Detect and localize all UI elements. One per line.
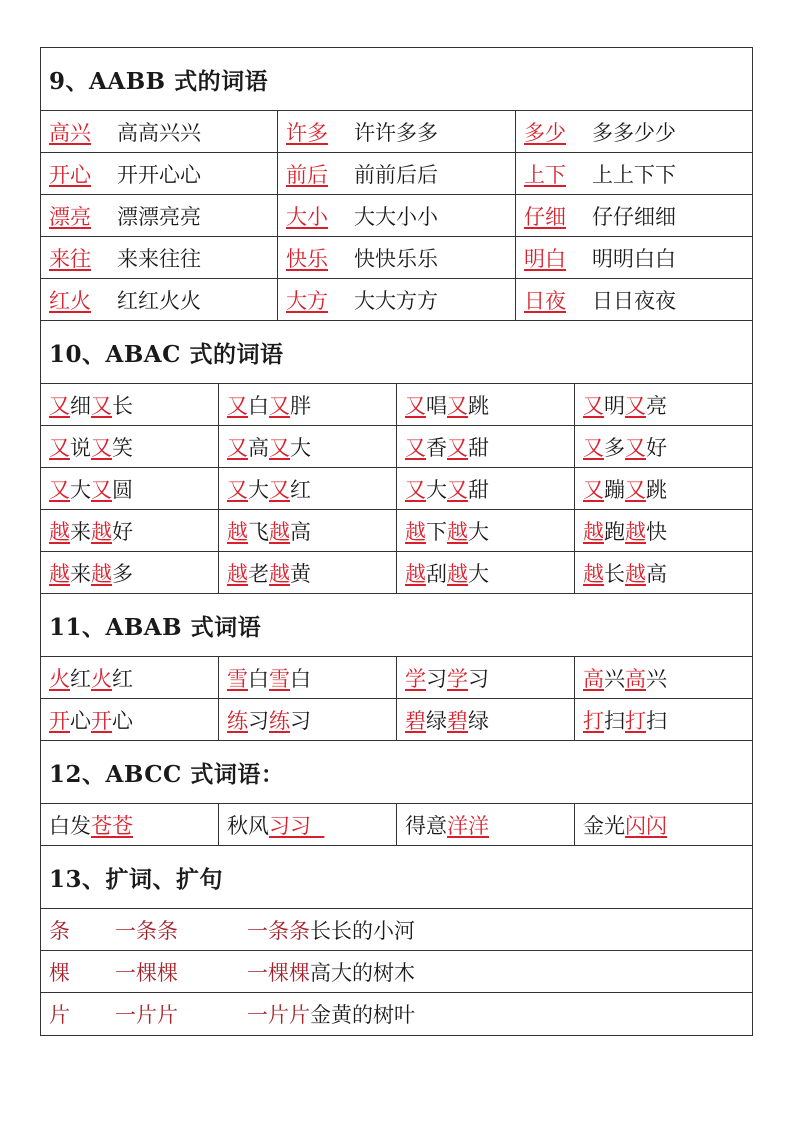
repeated-char: 又 (269, 435, 290, 460)
word-cell (219, 804, 397, 846)
variable-char: 快 (646, 519, 667, 544)
repeated-char: 越 (583, 561, 604, 586)
variable-char: 白 (290, 666, 311, 691)
repeated-char: 越 (49, 561, 70, 586)
variable-char: 习 (468, 666, 489, 691)
word-cell (219, 699, 397, 741)
variable-char: 唱 (426, 393, 447, 418)
word-cell (219, 468, 397, 510)
section-13-table (41, 909, 752, 1035)
base-word: 多少 (524, 120, 566, 145)
variable-char: 红 (290, 477, 311, 502)
word-cell (41, 804, 219, 846)
repeated-char: 越 (269, 561, 290, 586)
word-cell (219, 384, 397, 426)
section-11-table (41, 657, 752, 741)
repeated-char: 又 (447, 393, 468, 418)
repeated-char: 又 (625, 435, 646, 460)
word-cell (575, 552, 752, 594)
word-cell (41, 426, 219, 468)
word-cell (219, 510, 397, 552)
section-9-title: 9、AABB 式的词语 (41, 48, 752, 111)
repeated-char: 越 (405, 561, 426, 586)
section-12-title: 12、ABCC 式词语： (41, 741, 752, 804)
measure-char: 棵 (49, 960, 70, 985)
repeated-char: 高 (625, 666, 646, 691)
word-cell (575, 699, 752, 741)
word-cell (41, 510, 219, 552)
word-cell (397, 804, 575, 846)
base-word: 大小 (286, 204, 328, 229)
expanded-word: 一条条 (115, 918, 178, 943)
word-cell (397, 657, 575, 699)
variable-char: 笑 (112, 435, 133, 460)
ab-part: 白发 (49, 813, 91, 838)
variable-char: 白 (248, 666, 269, 691)
variable-char: 习 (290, 708, 311, 733)
variable-char: 圆 (112, 477, 133, 502)
variable-char: 扫 (646, 708, 667, 733)
variable-char: 绿 (426, 708, 447, 733)
repeated-char: 越 (227, 519, 248, 544)
repeated-char: 开 (49, 708, 70, 733)
variable-char: 绿 (468, 708, 489, 733)
base-word: 来往 (49, 246, 91, 271)
variable-char: 兴 (604, 666, 625, 691)
repeated-char: 越 (49, 519, 70, 544)
base-word: 红火 (49, 288, 91, 313)
repeated-char: 又 (91, 435, 112, 460)
base-word: 开心 (49, 162, 91, 187)
repeated-char: 又 (625, 393, 646, 418)
repeated-char: 又 (49, 393, 70, 418)
variable-char: 细 (70, 393, 91, 418)
word-cell (41, 657, 219, 699)
word-cell (397, 468, 575, 510)
repeated-char: 雪 (269, 666, 290, 691)
repeated-char: 练 (269, 708, 290, 733)
word-cell (278, 153, 516, 195)
word-cell (41, 279, 278, 321)
variable-char: 跑 (604, 519, 625, 544)
vocabulary-worksheet (40, 47, 753, 1036)
repeated-char: 学 (447, 666, 468, 691)
variable-char: 高 (290, 519, 311, 544)
cc-part: 洋洋 (447, 813, 489, 838)
variable-char: 心 (70, 708, 91, 733)
variable-char: 心 (112, 708, 133, 733)
repeated-char: 越 (227, 561, 248, 586)
base-word: 大方 (286, 288, 328, 313)
section-9-table (41, 111, 752, 321)
word-cell (219, 552, 397, 594)
variable-char: 好 (112, 519, 133, 544)
word-cell (575, 804, 752, 846)
word-cell (575, 510, 752, 552)
cc-part: 习习 (269, 813, 325, 838)
variable-char: 长 (112, 393, 133, 418)
cc-part: 闪闪 (625, 813, 667, 838)
phrase-rest: 长长的小河 (310, 918, 415, 943)
variable-char: 白 (248, 393, 269, 418)
phrase-prefix: 一片片 (247, 1003, 310, 1027)
expanded-word: 一片片 (115, 1003, 178, 1027)
variable-char: 来 (70, 519, 91, 544)
aabb-word: 漂漂亮亮 (117, 204, 201, 229)
base-word: 上下 (524, 162, 566, 187)
phrase-rest: 金黄的树叶 (310, 1003, 415, 1027)
base-word: 高兴 (49, 120, 91, 145)
repeated-char: 雪 (227, 666, 248, 691)
variable-char: 好 (646, 435, 667, 460)
word-cell (516, 111, 752, 153)
variable-char: 来 (70, 561, 91, 586)
section-13-title: 13、扩词、扩句 (41, 846, 752, 909)
word-cell (41, 195, 278, 237)
measure-char: 片 (49, 1003, 70, 1027)
variable-char: 胖 (290, 393, 311, 418)
word-cell (516, 237, 752, 279)
repeated-char: 越 (91, 519, 112, 544)
word-cell (278, 195, 516, 237)
repeated-char: 又 (49, 477, 70, 502)
repeated-char: 又 (49, 435, 70, 460)
variable-char: 明 (604, 393, 625, 418)
phrase-prefix: 一棵棵 (247, 960, 310, 985)
repeated-char: 学 (405, 666, 426, 691)
word-cell (397, 699, 575, 741)
word-cell (397, 426, 575, 468)
base-word: 漂亮 (49, 204, 91, 229)
repeated-char: 越 (447, 519, 468, 544)
base-word: 明白 (524, 246, 566, 271)
aabb-word: 高高兴兴 (117, 120, 201, 145)
variable-char: 跳 (646, 477, 667, 502)
expansion-row (41, 909, 752, 951)
variable-char: 扫 (604, 708, 625, 733)
word-cell (41, 699, 219, 741)
ab-part: 得意 (405, 813, 447, 838)
repeated-char: 又 (583, 435, 604, 460)
variable-char: 高 (248, 435, 269, 460)
expanded-word: 一棵棵 (115, 960, 178, 985)
repeated-char: 又 (405, 435, 426, 460)
word-cell (397, 552, 575, 594)
variable-char: 多 (604, 435, 625, 460)
word-cell (41, 468, 219, 510)
variable-char: 飞 (248, 519, 269, 544)
base-word: 仔细 (524, 204, 566, 229)
base-word: 日夜 (524, 288, 566, 313)
repeated-char: 高 (583, 666, 604, 691)
expansion-row (41, 951, 752, 993)
word-cell (278, 237, 516, 279)
aabb-word: 红红火火 (117, 288, 201, 313)
repeated-char: 又 (583, 393, 604, 418)
phrase-prefix: 一条条 (247, 918, 310, 943)
aabb-word: 快快乐乐 (354, 246, 438, 271)
repeated-char: 越 (583, 519, 604, 544)
repeated-char: 火 (91, 666, 112, 691)
word-cell (41, 153, 278, 195)
aabb-word: 开开心心 (117, 162, 201, 187)
word-cell (397, 510, 575, 552)
variable-char: 香 (426, 435, 447, 460)
variable-char: 长 (604, 561, 625, 586)
variable-char: 跳 (468, 393, 489, 418)
word-cell (278, 111, 516, 153)
word-cell (575, 468, 752, 510)
repeated-char: 又 (227, 477, 248, 502)
aabb-word: 前前后后 (354, 162, 438, 187)
base-word: 前后 (286, 162, 328, 187)
variable-char: 蹦 (604, 477, 625, 502)
repeated-char: 又 (447, 435, 468, 460)
aabb-word: 来来往往 (117, 246, 201, 271)
repeated-char: 又 (583, 477, 604, 502)
word-cell (516, 279, 752, 321)
repeated-char: 碧 (405, 708, 426, 733)
repeated-char: 又 (625, 477, 646, 502)
repeated-char: 打 (625, 708, 646, 733)
variable-char: 亮 (646, 393, 667, 418)
variable-char: 大 (248, 477, 269, 502)
word-cell (575, 426, 752, 468)
repeated-char: 又 (269, 393, 290, 418)
variable-char: 刮 (426, 561, 447, 586)
section-10-title: 10、ABAC 式的词语 (41, 321, 752, 384)
variable-char: 大 (468, 561, 489, 586)
repeated-char: 越 (625, 519, 646, 544)
repeated-char: 又 (269, 477, 290, 502)
variable-char: 说 (70, 435, 91, 460)
word-cell (219, 657, 397, 699)
word-cell (516, 153, 752, 195)
repeated-char: 火 (49, 666, 70, 691)
word-cell (516, 195, 752, 237)
word-cell (219, 426, 397, 468)
variable-char: 习 (426, 666, 447, 691)
ab-part: 秋风 (227, 813, 269, 838)
aabb-word: 上上下下 (592, 162, 676, 187)
repeated-char: 越 (269, 519, 290, 544)
repeated-char: 又 (227, 435, 248, 460)
section-10-table (41, 384, 752, 594)
variable-char: 老 (248, 561, 269, 586)
word-cell (41, 552, 219, 594)
repeated-char: 练 (227, 708, 248, 733)
variable-char: 大 (468, 519, 489, 544)
variable-char: 习 (248, 708, 269, 733)
repeated-char: 越 (447, 561, 468, 586)
repeated-char: 又 (91, 477, 112, 502)
variable-char: 红 (70, 666, 91, 691)
variable-char: 红 (112, 666, 133, 691)
section-12-table (41, 804, 752, 846)
cc-part: 苍苍 (91, 813, 133, 838)
aabb-word: 大大方方 (354, 288, 438, 313)
repeated-char: 越 (625, 561, 646, 586)
variable-char: 大 (290, 435, 311, 460)
repeated-char: 又 (227, 393, 248, 418)
variable-char: 大 (70, 477, 91, 502)
word-cell (397, 384, 575, 426)
aabb-word: 仔仔细细 (592, 204, 676, 229)
variable-char: 甜 (468, 435, 489, 460)
repeated-char: 又 (447, 477, 468, 502)
word-cell (278, 279, 516, 321)
phrase-rest: 高大的树木 (310, 960, 415, 985)
base-word: 许多 (286, 120, 328, 145)
ab-part: 金光 (583, 813, 625, 838)
word-cell (41, 111, 278, 153)
variable-char: 甜 (468, 477, 489, 502)
word-cell (575, 657, 752, 699)
word-cell (41, 237, 278, 279)
repeated-char: 开 (91, 708, 112, 733)
repeated-char: 又 (91, 393, 112, 418)
variable-char: 兴 (646, 666, 667, 691)
variable-char: 多 (112, 561, 133, 586)
measure-char: 条 (49, 918, 70, 943)
repeated-char: 越 (91, 561, 112, 586)
repeated-char: 打 (583, 708, 604, 733)
variable-char: 黄 (290, 561, 311, 586)
repeated-char: 又 (405, 393, 426, 418)
aabb-word: 多多少少 (592, 120, 676, 145)
repeated-char: 碧 (447, 708, 468, 733)
repeated-char: 又 (405, 477, 426, 502)
word-cell (575, 384, 752, 426)
aabb-word: 大大小小 (354, 204, 438, 229)
variable-char: 大 (426, 477, 447, 502)
aabb-word: 明明白白 (592, 246, 676, 271)
base-word: 快乐 (286, 246, 328, 271)
aabb-word: 日日夜夜 (592, 288, 676, 313)
repeated-char: 越 (405, 519, 426, 544)
section-11-title: 11、ABAB 式词语 (41, 594, 752, 657)
variable-char: 高 (646, 561, 667, 586)
expansion-row (41, 993, 752, 1035)
variable-char: 下 (426, 519, 447, 544)
word-cell (41, 384, 219, 426)
aabb-word: 许许多多 (354, 120, 438, 145)
